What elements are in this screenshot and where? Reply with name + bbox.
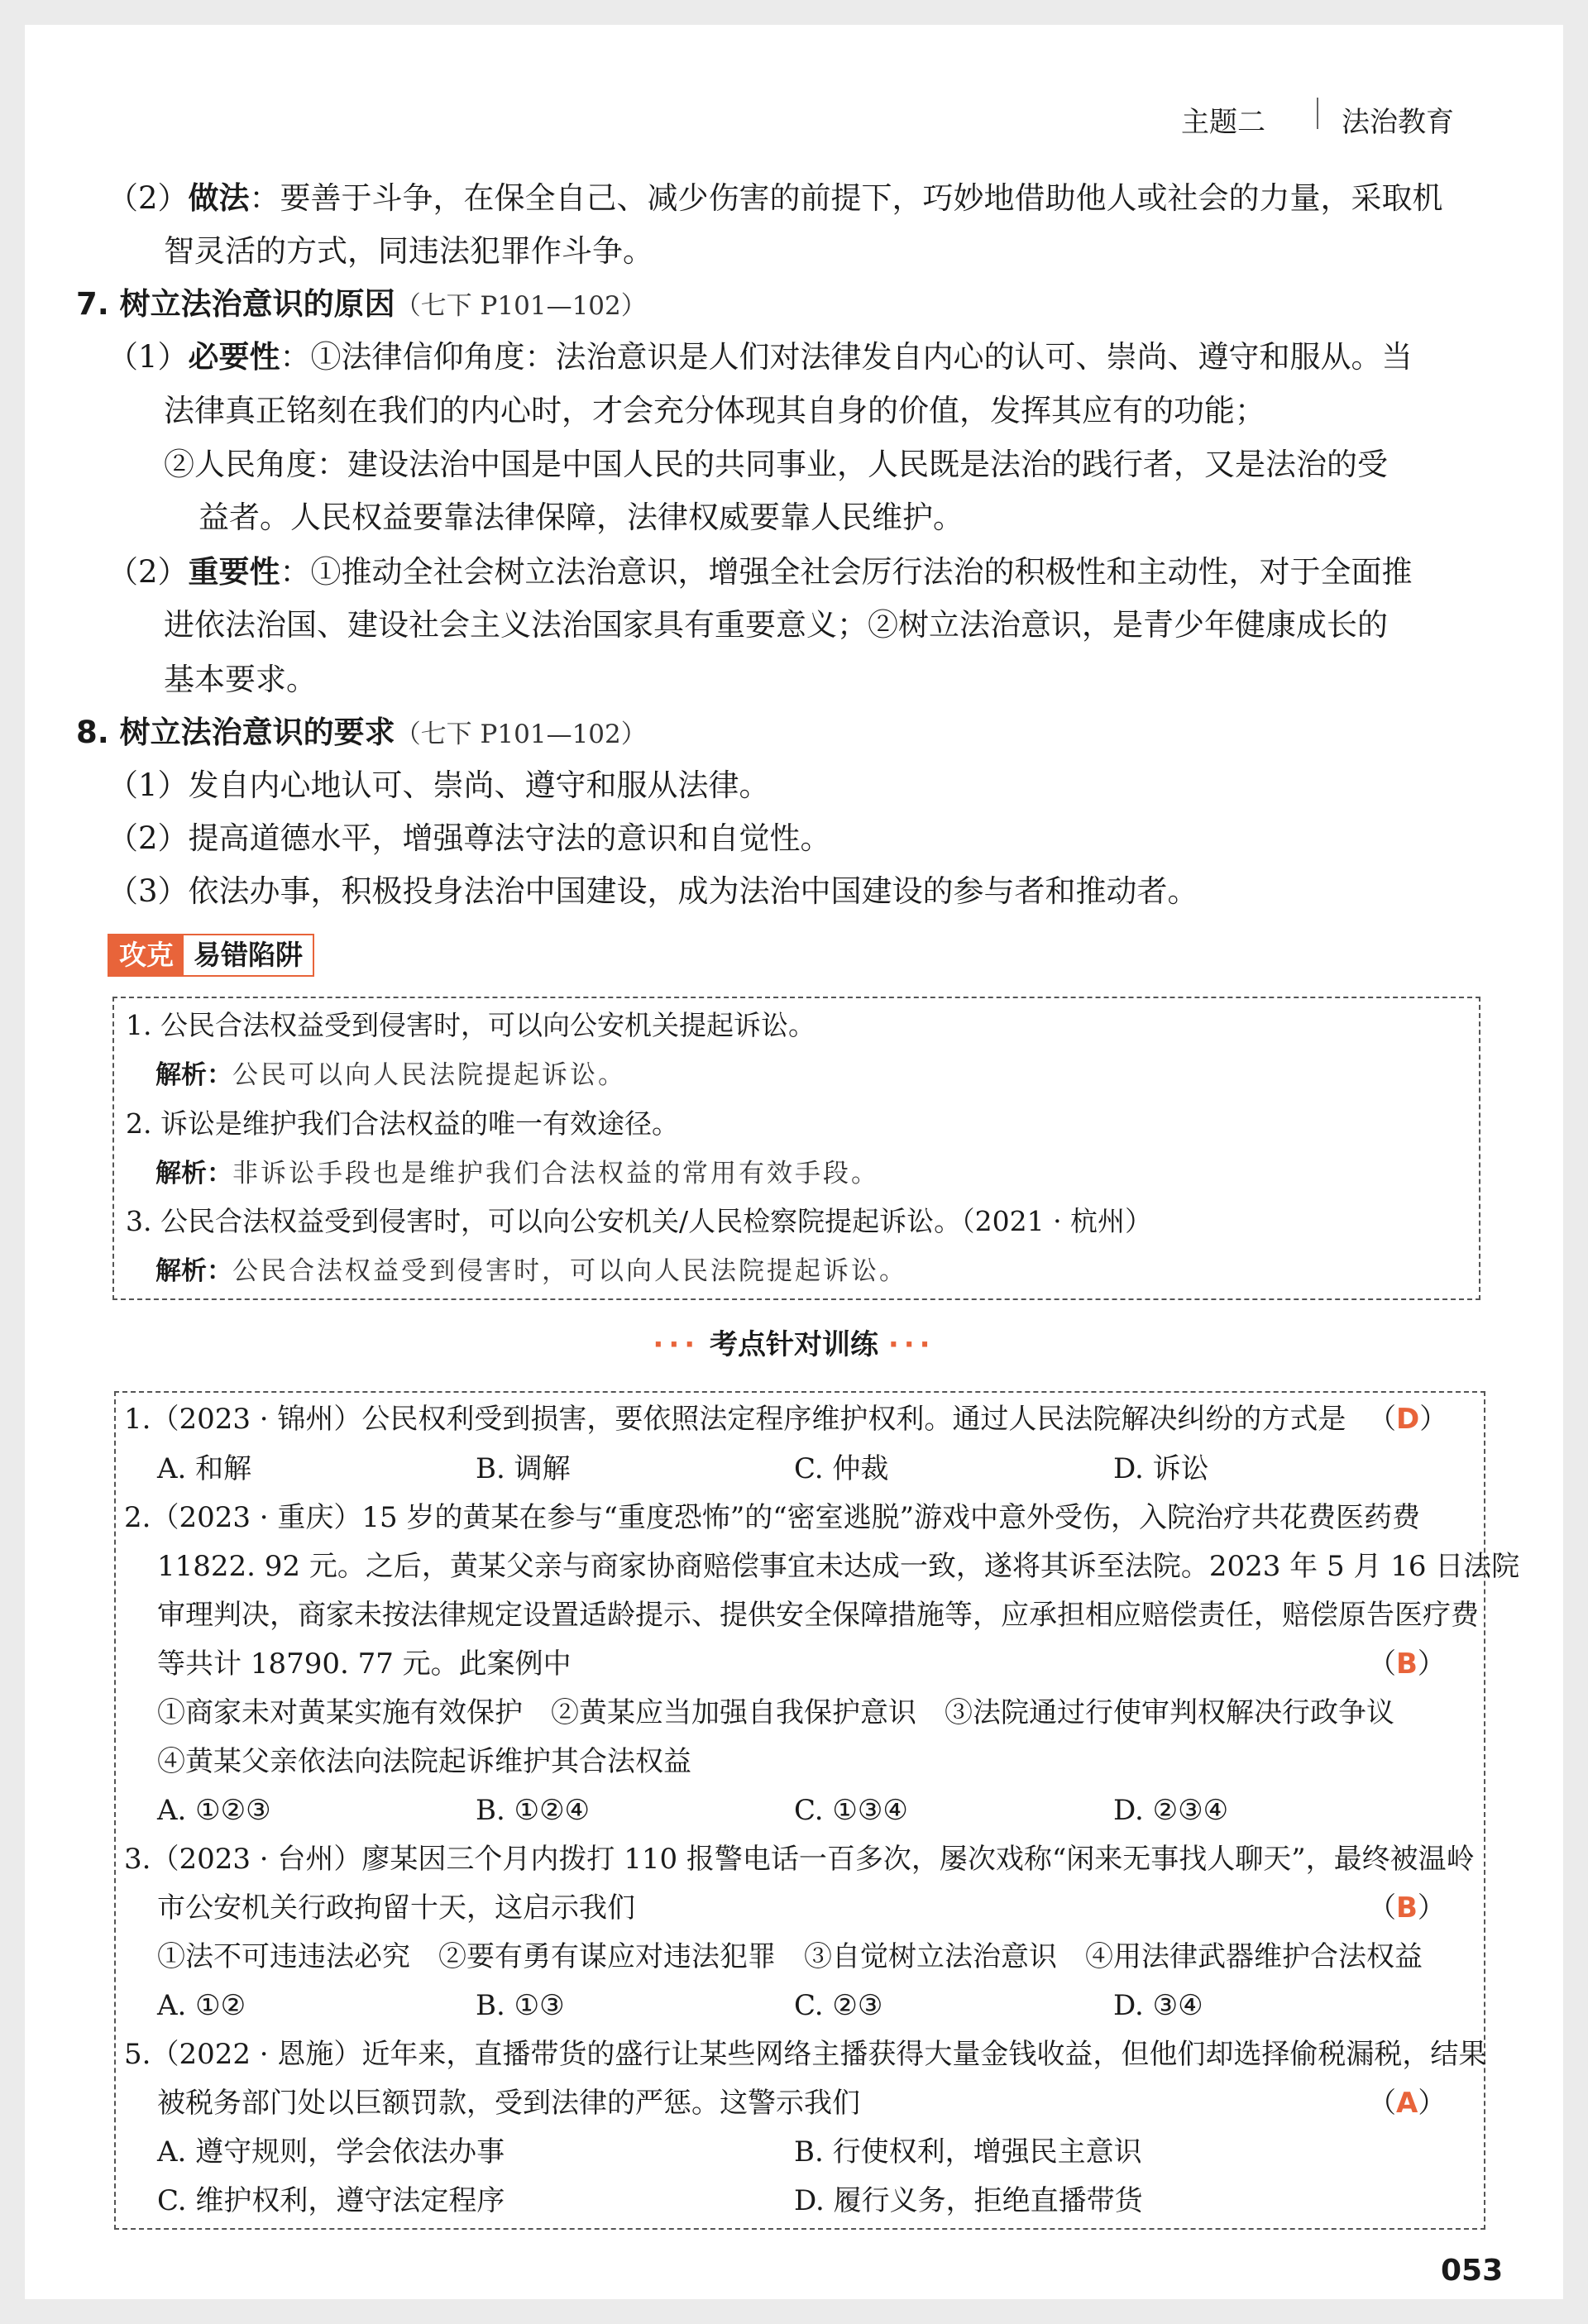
question-stem: 3.（2023 · 台州）廖某因三个月内拨打 110 报警电话一百多次，屡次戏称“闲来无事找人聊天”，最终被温岭 (124, 1843, 1475, 1876)
option-c: C. 仲裁 (794, 1452, 889, 1485)
option-a: A. ①②③ (157, 1794, 271, 1827)
question-stem: 11822. 92 元。之后，黄某父亲与商家协商赔偿事宜未达成一致，遂将其诉至法院。2023 年 5 月 16 日法院 (157, 1550, 1520, 1583)
content-line: 进依法治国、建设社会主义法治国家具有重要意义；②树立法治意识，是青少年健康成长的 (164, 607, 1388, 643)
option-c: C. ①③④ (794, 1794, 908, 1827)
option-c: C. ②③ (794, 1989, 883, 2022)
item-text: ：①推动全社会树立法治意识，增强全社会厉行法治的积极性和主动性，对于全面推 (280, 554, 1413, 590)
option-d: D. ③④ (1113, 1989, 1203, 2022)
tag-label-white: 易错陷阱 (184, 935, 313, 975)
analysis-label: 解析： (155, 1256, 232, 1286)
header-divider (1317, 98, 1318, 129)
content-line (108, 552, 1413, 592)
section-heading-8 (76, 713, 647, 754)
textbook-page (25, 25, 1563, 2299)
option-b: B. 调解 (476, 1452, 571, 1485)
bracket-right: ） (1419, 1403, 1448, 1436)
question-stem: 1.（2023 · 锦州）公民权利受到损害，要依照法定程序维护权利。通过人民法院解决纠纷的方式是 (124, 1403, 1346, 1436)
section-reference: （七下 P101—102） (395, 291, 647, 321)
analysis-text: 非诉讼手段也是维护我们合法权益的常用有效手段。 (232, 1159, 879, 1188)
item-keyword: 重要性 (188, 554, 280, 590)
trap-analysis (155, 1058, 626, 1093)
section-reference: （七下 P101—102） (395, 720, 647, 749)
trap-analysis (155, 1254, 907, 1289)
answer-bracket (1368, 1888, 1446, 1928)
item-number: （1） (108, 339, 189, 375)
training-title: 考点针对训练 (710, 1328, 878, 1361)
statement-options: ①商家未对黄某实施有效保护 ②黄某应当加强自我保护意识 ③法院通过行使审判权解决行政争议 (157, 1696, 1394, 1729)
bracket-right: ） (1417, 1891, 1446, 1925)
option-b: B. ①②④ (476, 1794, 591, 1827)
question-stem: 等共计 18790. 77 元。此案例中 (157, 1647, 572, 1681)
analysis-label: 解析： (155, 1159, 232, 1188)
item-number: （2） (108, 180, 189, 216)
page-number: 053 (1441, 2254, 1504, 2288)
option-d: D. 履行义务，拒绝直播带货 (794, 2184, 1143, 2217)
analysis-text: 公民可以向人民法院提起诉讼。 (232, 1060, 626, 1090)
answer-letter: D (1396, 1403, 1420, 1436)
option-a: A. ①② (157, 1989, 246, 2022)
option-d: D. ②③④ (1113, 1794, 1229, 1827)
option-a: A. 遵守规则，学会依法办事 (157, 2135, 505, 2169)
option-a: A. 和解 (157, 1452, 252, 1485)
section-title: 8. 树立法治意识的要求 (76, 715, 395, 750)
section-heading-7 (76, 285, 647, 326)
tag-label-red: 攻克 (109, 935, 184, 975)
content-line: （2）提高道德水平，增强尊法守法的意识和自觉性。 (108, 820, 831, 856)
decor-dots-right: ··· (887, 1328, 935, 1361)
question-stem: 市公安机关行政拘留十天，这启示我们 (157, 1891, 635, 1925)
trap-statement: 2. 诉讼是维护我们合法权益的唯一有效途径。 (126, 1107, 679, 1140)
statement-options: ④黄某父亲依法向法院起诉维护其合法权益 (157, 1745, 691, 1778)
analysis-label: 解析： (155, 1060, 232, 1090)
option-b: B. 行使权利，增强民主意识 (794, 2135, 1142, 2169)
answer-bracket (1368, 1399, 1447, 1439)
item-number: （2） (108, 554, 189, 590)
content-line: 智灵活的方式，同违法犯罪作斗争。 (164, 233, 653, 269)
content-line: 基本要求。 (164, 662, 317, 697)
item-text: ：①法律信仰角度：法治意识是人们对法律发自内心的认可、崇尚、遵守和服从。当 (280, 339, 1413, 375)
error-trap-tag (108, 934, 314, 977)
section-title: 7. 树立法治意识的原因 (76, 286, 395, 322)
trap-statement: 1. 公民合法权益受到侵害时，可以向公安机关提起诉讼。 (126, 1009, 816, 1041)
bracket-left: （ (1368, 1647, 1396, 1681)
question-stem: 5.（2022 · 恩施）近年来，直播带货的盛行让某些网络主播获得大量金钱收益，但他们却选择偷税漏税，结果 (124, 2038, 1487, 2071)
bracket-left: （ (1368, 1891, 1396, 1925)
question-stem: 2.（2023 · 重庆）15 岁的黄某在参与“重度恐怖”的“密室逃脱”游戏中意外受伤，入院治疗共花费医药费 (124, 1501, 1420, 1534)
content-line: （3）依法办事，积极投身法治中国建设，成为法治中国建设的参与者和推动者。 (108, 873, 1198, 909)
bracket-left: （ (1368, 1403, 1396, 1436)
answer-bracket (1368, 2083, 1446, 2123)
trap-statement: 3. 公民合法权益受到侵害时，可以向公安机关/人民检察院提起诉讼。（2021 · 杭州） (126, 1205, 1153, 1237)
option-c: C. 维护权利，遵守法定程序 (157, 2184, 505, 2217)
question-stem: 审理判决，商家未按法律规定设置适龄提示、提供安全保障措施等，应承担相应赔偿责任，赔偿原告医疗费 (157, 1599, 1479, 1632)
option-d: D. 诉讼 (1113, 1452, 1209, 1485)
option-b: B. ①③ (476, 1989, 565, 2022)
answer-letter: B (1396, 1647, 1418, 1681)
bracket-left: （ (1368, 2087, 1396, 2120)
answer-letter: B (1396, 1891, 1418, 1925)
analysis-text: 公民合法权益受到侵害时，可以向人民法院提起诉讼。 (232, 1256, 907, 1286)
bracket-right: ） (1418, 2087, 1447, 2120)
content-line: （1）发自内心地认可、崇尚、遵守和服从法律。 (108, 767, 770, 803)
answer-letter: A (1396, 2087, 1418, 2120)
question-stem: 被税务部门处以巨额罚款，受到法律的严惩。这警示我们 (157, 2087, 860, 2120)
item-keyword: 必要性 (188, 339, 280, 375)
header-theme: 主题二 (1181, 106, 1265, 139)
statement-options: ①法不可违违法必究 ②要有勇有谋应对违法犯罪 ③自觉树立法治意识 ④用法律武器维护合法权益 (157, 1940, 1423, 1973)
content-line: 法律真正铭刻在我们的内心时，才会充分体现其自身的价值，发挥其应有的功能； (164, 393, 1265, 428)
item-keyword: 做法 (188, 180, 250, 216)
content-line: 益者。人民权益要靠法律保障，法律权威要靠人民维护。 (198, 500, 964, 535)
answer-bracket (1368, 1644, 1446, 1684)
content-line (108, 179, 1443, 218)
header-title: 法治教育 (1342, 106, 1454, 139)
trap-analysis (155, 1156, 879, 1191)
decor-dots-left: ··· (653, 1328, 701, 1361)
bracket-right: ） (1417, 1647, 1446, 1681)
content-line: ②人民角度：建设法治中国是中国人民的共同事业，人民既是法治的践行者，又是法治的受 (164, 447, 1388, 482)
content-line (108, 337, 1413, 377)
training-heading (25, 1325, 1563, 1365)
item-text: ：要善于斗争，在保全自己、减少伤害的前提下，巧妙地借助他人或社会的力量，采取机 (249, 180, 1443, 216)
